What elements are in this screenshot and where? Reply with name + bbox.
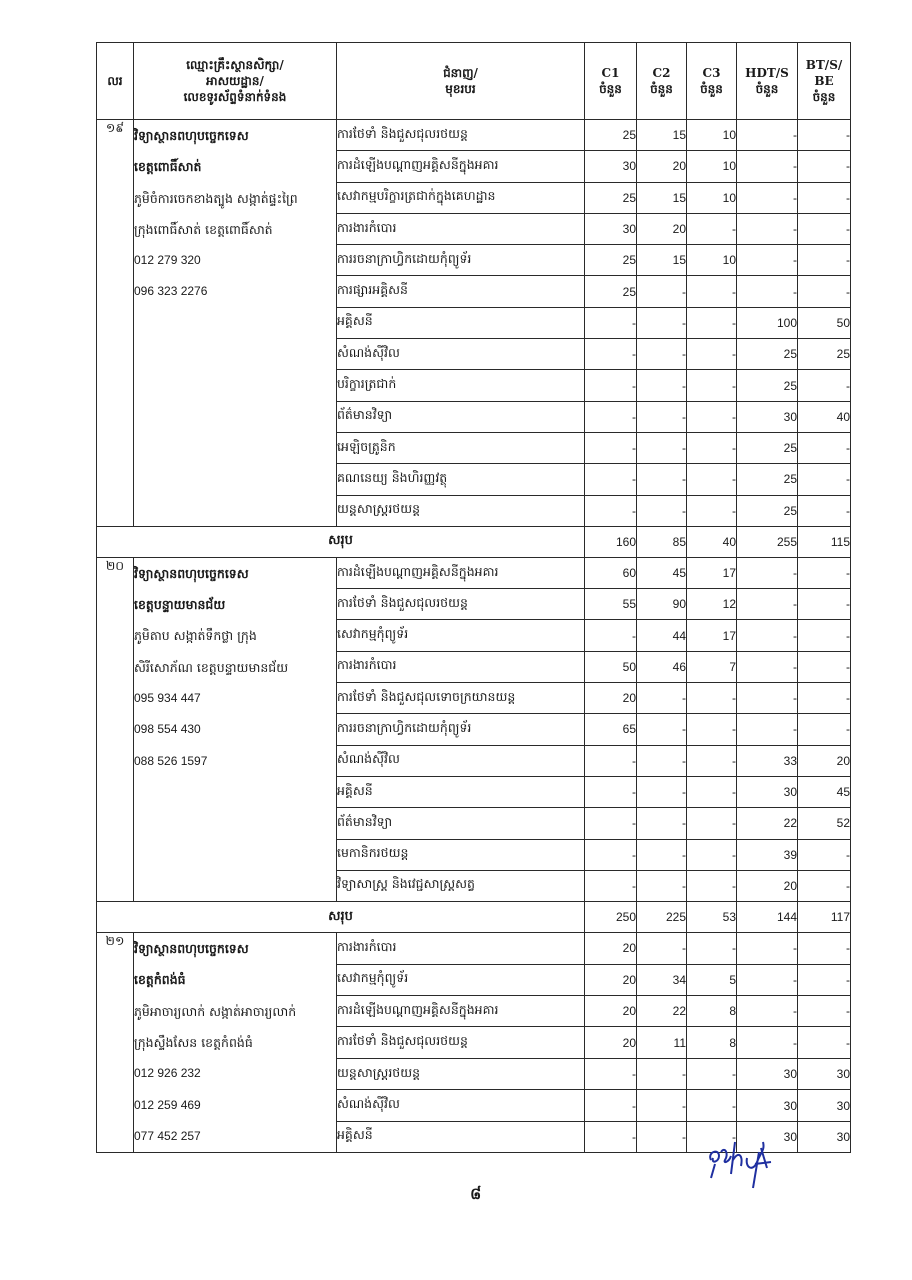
value-hdt: 39 (737, 839, 798, 870)
value-c1: 30 (585, 213, 637, 244)
value-c1: - (585, 776, 637, 807)
value-c1: 30 (585, 151, 637, 182)
skill-name: យន្តសាស្ត្ររថយន្ត (337, 1058, 585, 1089)
total-row (97, 526, 851, 557)
value-hdt: - (737, 996, 798, 1027)
skill-name: ការថែទាំ និងជួសជុលរថយន្ត (337, 120, 585, 151)
header-bt-line: ចំនួន (812, 90, 836, 104)
value-c1: - (585, 1121, 637, 1152)
value-bt: - (798, 276, 851, 307)
value-hdt: 33 (737, 745, 798, 776)
skill-name: អគ្គិសនី (337, 1121, 585, 1152)
total-label: សរុប (97, 526, 585, 557)
skill-name: ការថែទាំ និងជួសជុលរថយន្ត (337, 1027, 585, 1058)
institution-name: វិទ្យាស្ថានពហុបច្ចេកទេស (134, 128, 249, 143)
value-c1: - (585, 808, 637, 839)
table-row (97, 120, 851, 151)
value-c3: - (687, 870, 737, 901)
value-hdt: - (737, 1027, 798, 1058)
institution-phone: 012 926 232 (134, 1066, 201, 1081)
value-c2: 15 (637, 182, 687, 213)
value-hdt: - (737, 933, 798, 964)
header-skill-line: ជំនាញ/ (443, 66, 478, 80)
value-hdt: 30 (737, 401, 798, 432)
value-hdt: - (737, 182, 798, 213)
skill-name: ការថែទាំ និងជួសជុលរថយន្ត (337, 589, 585, 620)
value-hdt: - (737, 120, 798, 151)
value-bt: - (798, 714, 851, 745)
value-bt: 20 (798, 745, 851, 776)
value-c1: 25 (585, 182, 637, 213)
value-c2: - (637, 933, 687, 964)
value-c1: - (585, 495, 637, 526)
value-c1: - (585, 370, 637, 401)
value-c2: 20 (637, 151, 687, 182)
value-bt: 40 (798, 401, 851, 432)
value-c3: - (687, 683, 737, 714)
header-bt-line: BE (814, 74, 834, 88)
value-hdt: 30 (737, 776, 798, 807)
total-label: សរុប (97, 902, 585, 933)
skill-name: សេវាកម្មកុំព្យូទ័រ (337, 620, 585, 651)
total-row (97, 902, 851, 933)
value-c3: 12 (687, 589, 737, 620)
value-c1: - (585, 745, 637, 776)
value-bt: - (798, 589, 851, 620)
value-c2: - (637, 464, 687, 495)
value-bt: - (798, 432, 851, 463)
value-c2: - (637, 776, 687, 807)
value-c1: 20 (585, 996, 637, 1027)
value-c3: 7 (687, 651, 737, 682)
value-bt: 30 (798, 1121, 851, 1152)
value-c3: - (687, 1090, 737, 1121)
value-bt: - (798, 245, 851, 276)
value-c3: - (687, 745, 737, 776)
header-bt-line: BT/S/ (805, 58, 843, 72)
institution-cell (134, 557, 337, 901)
value-c2: 15 (637, 120, 687, 151)
skill-name: សំណង់ស៊ីវិល (337, 745, 585, 776)
value-c3: - (687, 776, 737, 807)
value-hdt: - (737, 651, 798, 682)
institution-phone: 077 452 257 (134, 1128, 201, 1143)
value-bt: - (798, 151, 851, 182)
total-c1: 160 (585, 526, 637, 557)
skill-name: មេកានិករថយន្ត (337, 839, 585, 870)
header-c2 (637, 43, 687, 120)
value-bt: - (798, 495, 851, 526)
value-c3: - (687, 464, 737, 495)
value-c3: - (687, 307, 737, 338)
value-hdt: 100 (737, 307, 798, 338)
value-hdt: 30 (737, 1121, 798, 1152)
value-c1: 60 (585, 557, 637, 588)
skill-name: សំណង់ស៊ីវិល (337, 1090, 585, 1121)
institution-phone: 012 279 320 (134, 253, 201, 268)
value-c3: - (687, 401, 737, 432)
value-c3: 10 (687, 120, 737, 151)
value-c1: - (585, 432, 637, 463)
value-hdt: - (737, 589, 798, 620)
value-c1: 20 (585, 964, 637, 995)
value-hdt: 25 (737, 339, 798, 370)
value-c2: - (637, 401, 687, 432)
value-c2: - (637, 307, 687, 338)
skill-name: អគ្គិសនី (337, 776, 585, 807)
value-hdt: 20 (737, 870, 798, 901)
value-c2: - (637, 1121, 687, 1152)
skill-name: ការដំឡើងបណ្ដាញអគ្គិសនីក្នុងអគារ (337, 151, 585, 182)
skill-name: យន្តសាស្ត្ររថយន្ត (337, 495, 585, 526)
value-c2: - (637, 276, 687, 307)
skill-name: ការងារកំបោរ (337, 213, 585, 244)
value-c2: - (637, 432, 687, 463)
institution-phone: 098 554 430 (134, 722, 201, 737)
value-c3: - (687, 213, 737, 244)
skill-name: ការដំឡើងបណ្ដាញអគ្គិសនីក្នុងអគារ (337, 996, 585, 1027)
value-c2: - (637, 370, 687, 401)
total-c2: 225 (637, 902, 687, 933)
header-c3-line: C3 (702, 66, 721, 80)
value-c3: - (687, 432, 737, 463)
header-no-label: លរ (107, 74, 123, 88)
skill-name: ការថែទាំ និងជួសជុលទោចក្រយានយន្ត (337, 683, 585, 714)
header-c3-line: ចំនួន (700, 82, 723, 96)
value-hdt: - (737, 245, 798, 276)
value-c3: - (687, 714, 737, 745)
enrollment-table (96, 42, 851, 1153)
header-institution-line: អាសយដ្ឋាន/ (206, 74, 264, 88)
value-bt: 25 (798, 339, 851, 370)
value-c3: 17 (687, 620, 737, 651)
header-institution-line: លេខទូរស័ព្ទទំនាក់ទំនង (183, 90, 287, 104)
institution-phone: 096 323 2276 (134, 284, 208, 299)
value-c2: - (637, 1090, 687, 1121)
value-c2: 11 (637, 1027, 687, 1058)
skill-name: ការងារកំបោរ (337, 651, 585, 682)
header-hdt (737, 43, 798, 120)
page-number: ៨ (470, 1184, 482, 1203)
value-hdt: - (737, 683, 798, 714)
skill-name: អគ្គិសនី (337, 307, 585, 338)
value-hdt: - (737, 557, 798, 588)
value-c1: 20 (585, 933, 637, 964)
value-c2: 22 (637, 996, 687, 1027)
value-c1: - (585, 1058, 637, 1089)
institution-name: ខេត្តពោធិ៍សាត់ (134, 159, 202, 175)
skill-name: ការរចនាក្រាហ្វិកដោយកុំព្យូទ័រ (337, 714, 585, 745)
total-bt: 115 (798, 526, 851, 557)
value-c2: - (637, 683, 687, 714)
value-c3: 8 (687, 996, 737, 1027)
value-bt: 50 (798, 307, 851, 338)
institution-phone: 095 934 447 (134, 691, 201, 706)
value-hdt: 30 (737, 1058, 798, 1089)
value-bt: - (798, 182, 851, 213)
value-c2: 90 (637, 589, 687, 620)
value-bt: - (798, 996, 851, 1027)
institution-name: ខេត្តកំពង់ធំ (134, 972, 186, 988)
value-bt: 30 (798, 1090, 851, 1121)
value-c2: - (637, 839, 687, 870)
value-c1: 25 (585, 276, 637, 307)
value-c2: 15 (637, 245, 687, 276)
value-c3: 10 (687, 151, 737, 182)
row-number: ១៩ (97, 120, 134, 527)
table-body (97, 120, 851, 1153)
institution-cell (134, 933, 337, 1153)
value-c2: 34 (637, 964, 687, 995)
header-institution-line: ឈ្មោះគ្រឹះស្ថានសិក្សា/ (186, 58, 284, 72)
value-c1: - (585, 339, 637, 370)
value-c3: - (687, 276, 737, 307)
value-bt: - (798, 557, 851, 588)
value-c1: - (585, 620, 637, 651)
value-bt: - (798, 1027, 851, 1058)
header-row (97, 43, 851, 120)
value-c2: - (637, 495, 687, 526)
value-c1: 20 (585, 1027, 637, 1058)
value-c1: - (585, 1090, 637, 1121)
skill-name: ការងារកំបោរ (337, 933, 585, 964)
skill-name: ព័ត៌មានវិទ្យា (337, 808, 585, 839)
value-c3: - (687, 495, 737, 526)
value-c3: - (687, 1121, 737, 1152)
value-c3: 8 (687, 1027, 737, 1058)
total-c3: 40 (687, 526, 737, 557)
header-no (97, 43, 134, 120)
institution-name: វិទ្យាស្ថានពហុបច្ចេកទេស (134, 565, 249, 581)
header-c3 (687, 43, 737, 120)
value-hdt: 25 (737, 370, 798, 401)
value-c2: 45 (637, 557, 687, 588)
value-c1: 25 (585, 120, 637, 151)
institution-address: សិរីសោភ័ណ ខេត្តបន្ទាយមានជ័យ (134, 659, 289, 675)
value-c3: - (687, 933, 737, 964)
header-c1-line: C1 (601, 66, 620, 80)
value-hdt: - (737, 213, 798, 244)
value-c1: 65 (585, 714, 637, 745)
value-c2: - (637, 870, 687, 901)
header-skill-line: មុខរបរ (445, 82, 476, 96)
institution-phone: 088 526 1597 (134, 753, 208, 768)
value-bt: - (798, 870, 851, 901)
value-hdt: - (737, 276, 798, 307)
value-c1: - (585, 464, 637, 495)
value-hdt: 22 (737, 808, 798, 839)
skill-name: ព័ត៌មានវិទ្យា (337, 401, 585, 432)
skill-name: ការផ្សារអគ្គិសនី (337, 276, 585, 307)
value-c1: - (585, 307, 637, 338)
value-c3: - (687, 808, 737, 839)
institution-phone: 012 259 469 (134, 1097, 201, 1112)
value-c3: - (687, 1058, 737, 1089)
table-row (97, 933, 851, 964)
value-bt: 52 (798, 808, 851, 839)
value-c2: - (637, 714, 687, 745)
skill-name: បរិក្ខារត្រជាក់ (337, 370, 585, 401)
value-bt: - (798, 120, 851, 151)
skill-name: ការដំឡើងបណ្ដាញអគ្គិសនីក្នុងអគារ (337, 557, 585, 588)
value-c3: - (687, 339, 737, 370)
header-hdt-line: HDT/S (745, 66, 789, 80)
value-c3: - (687, 370, 737, 401)
value-bt: - (798, 964, 851, 995)
institution-cell (134, 120, 337, 527)
institution-address: ក្រុងស្ទឹងសែន ខេត្តកំពង់ធំ (134, 1035, 253, 1051)
skill-name: សេវាកម្មកុំព្យូទ័រ (337, 964, 585, 995)
header-institution (134, 43, 337, 120)
value-c3: 5 (687, 964, 737, 995)
institution-address: ភូមិចំការចេកខាងត្បូង សង្កាត់ផ្ទះព្រៃ (134, 190, 298, 206)
value-c2: 20 (637, 213, 687, 244)
skill-name: វិទ្យាសាស្ត្រ និងវេជ្ជសាស្ត្រសត្វ (337, 870, 585, 901)
header-c2-line: C2 (652, 66, 671, 80)
value-c3: 10 (687, 245, 737, 276)
institution-name: ខេត្តបន្ទាយមានជ័យ (134, 597, 226, 613)
value-c3: 17 (687, 557, 737, 588)
total-hdt: 144 (737, 902, 798, 933)
value-hdt: 25 (737, 464, 798, 495)
row-number: ២០ (97, 557, 134, 901)
value-bt: - (798, 620, 851, 651)
value-c1: 25 (585, 245, 637, 276)
value-c3: 10 (687, 182, 737, 213)
value-bt: - (798, 213, 851, 244)
value-bt: 30 (798, 1058, 851, 1089)
value-bt: 45 (798, 776, 851, 807)
value-c1: 55 (585, 589, 637, 620)
institution-address: ភូមិអាចារ្យលាក់ សង្កាត់អាចារ្យលាក់ (134, 1003, 297, 1019)
value-c2: 44 (637, 620, 687, 651)
value-bt: - (798, 651, 851, 682)
value-bt: - (798, 464, 851, 495)
header-hdt-line: ចំនួន (755, 82, 779, 96)
skill-name: ការរចនាក្រាហ្វិកដោយកុំព្យូទ័រ (337, 245, 585, 276)
value-hdt: - (737, 964, 798, 995)
total-hdt: 255 (737, 526, 798, 557)
value-c2: 46 (637, 651, 687, 682)
value-hdt: - (737, 714, 798, 745)
value-bt: - (798, 370, 851, 401)
value-c1: - (585, 401, 637, 432)
value-c1: - (585, 839, 637, 870)
header-skill (337, 43, 585, 120)
value-bt: - (798, 839, 851, 870)
skill-name: គណនេយ្យ និងហិរញ្ញវត្ថុ (337, 464, 585, 495)
value-c1: 20 (585, 683, 637, 714)
institution-address: ភូមិតាប សង្កាត់ទឹកថ្លា ក្រុង (134, 628, 257, 644)
total-c3: 53 (687, 902, 737, 933)
institution-address: ក្រុងពោធិ៍សាត់ ខេត្តពោធិ៍សាត់ (134, 221, 273, 237)
header-c2-line: ចំនួន (650, 82, 673, 96)
value-c2: - (637, 745, 687, 776)
value-bt: - (798, 683, 851, 714)
total-bt: 117 (798, 902, 851, 933)
value-c2: - (637, 339, 687, 370)
total-c2: 85 (637, 526, 687, 557)
value-hdt: 25 (737, 495, 798, 526)
header-c1-line: ចំនួន (599, 82, 622, 96)
value-hdt: - (737, 620, 798, 651)
value-c2: - (637, 808, 687, 839)
value-c2: - (637, 1058, 687, 1089)
table-row (97, 557, 851, 588)
value-c3: - (687, 839, 737, 870)
value-hdt: 25 (737, 432, 798, 463)
value-c1: - (585, 870, 637, 901)
signature-icon (705, 1138, 785, 1190)
header-bt (798, 43, 851, 120)
skill-name: សំណង់ស៊ីវិល (337, 339, 585, 370)
value-bt: - (798, 933, 851, 964)
value-c1: 50 (585, 651, 637, 682)
institution-name: វិទ្យាស្ថានពហុបច្ចេកទេស (134, 941, 249, 957)
skill-name: អេឡិចត្រូនិក (337, 432, 585, 463)
row-number: ២១ (97, 933, 134, 1153)
value-hdt: 30 (737, 1090, 798, 1121)
header-c1 (585, 43, 637, 120)
value-hdt: - (737, 151, 798, 182)
total-c1: 250 (585, 902, 637, 933)
skill-name: សេវាកម្មបរិក្ខារត្រជាក់ក្នុងគេហដ្ឋាន (337, 182, 585, 213)
